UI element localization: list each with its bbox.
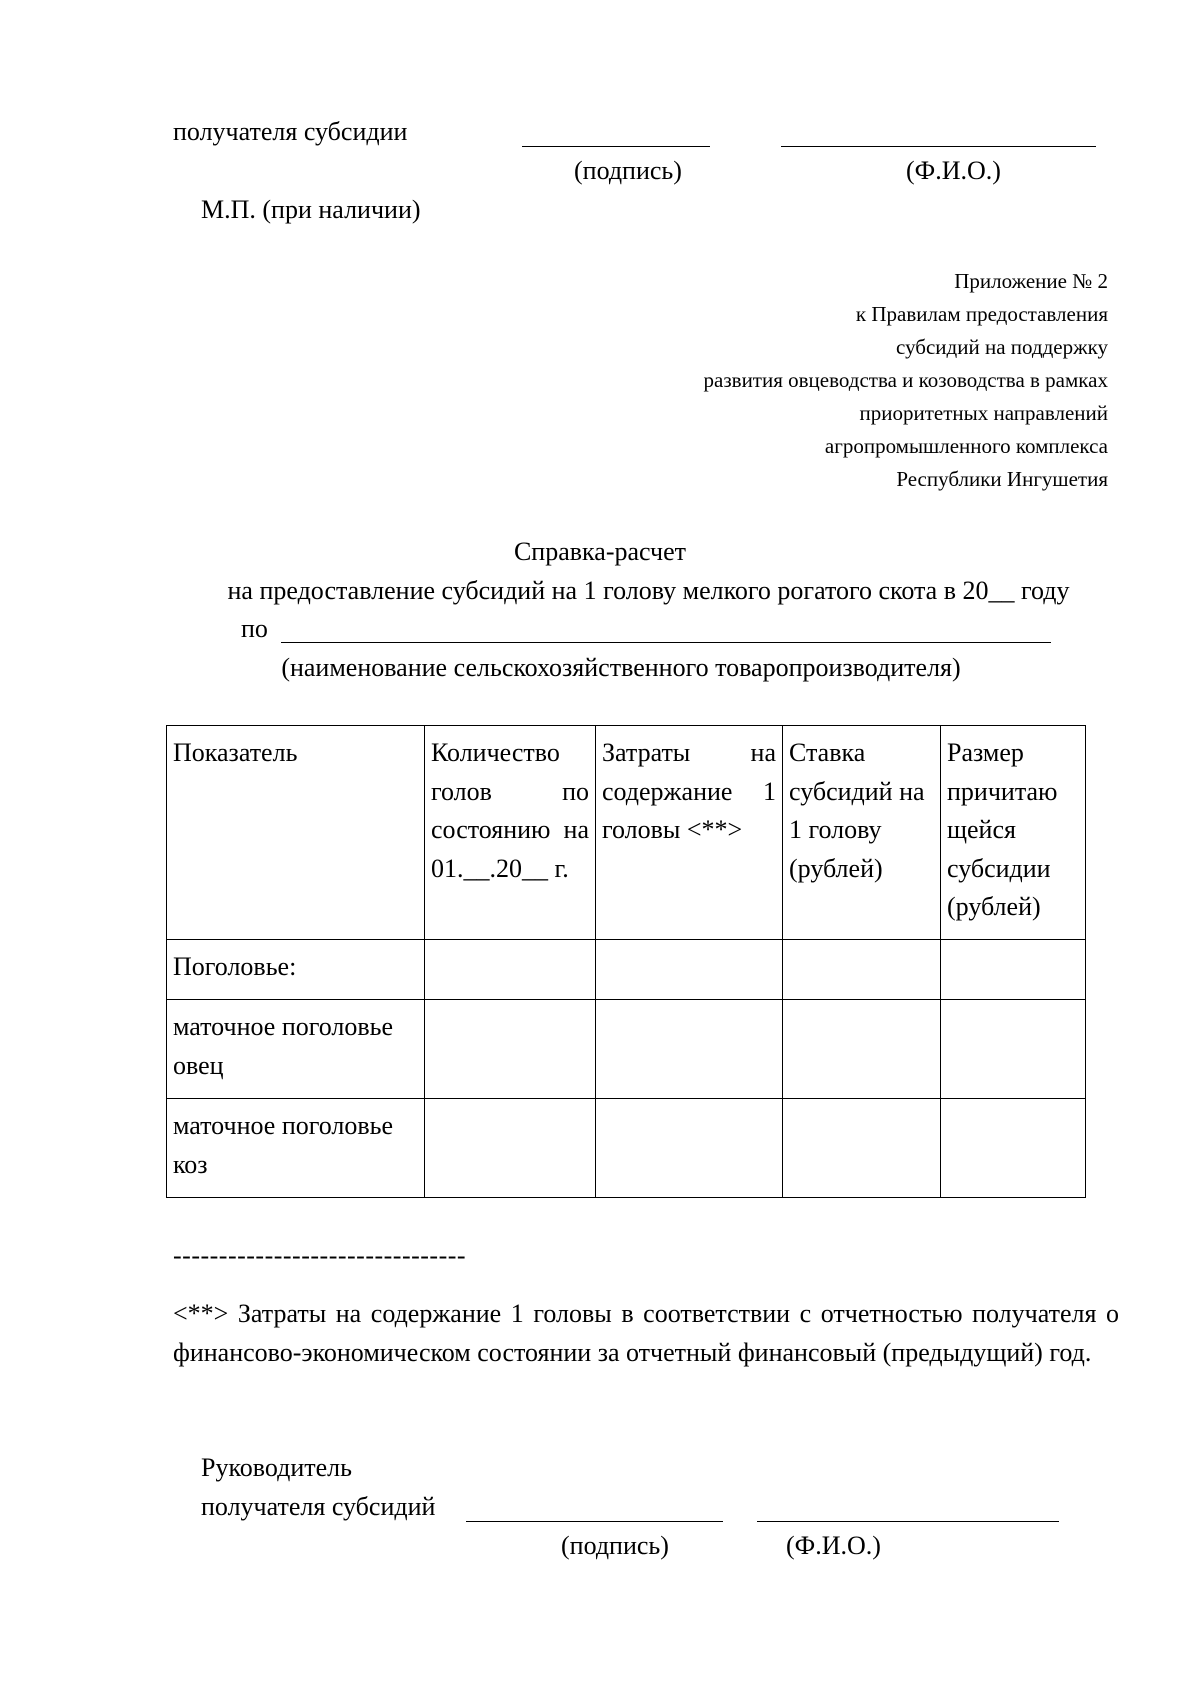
head-label: Руководитель	[201, 1453, 352, 1482]
table-cell: маточное поголовье овец	[167, 1000, 425, 1099]
appendix-block	[704, 265, 1108, 496]
table-header-row	[167, 726, 1086, 940]
appendix-line: приоритетных направлений	[859, 401, 1108, 425]
top-signature-line	[522, 146, 710, 147]
appendix-line: развития овцеводства и козоводства в рамках	[703, 368, 1108, 392]
appendix-line: к Правилам предоставления	[855, 302, 1108, 326]
table-header-cell: Затраты на содержание 1 головы <**>	[596, 726, 783, 940]
producer-name-line	[281, 642, 1051, 643]
table-header-cell: Размер причитаю щейся субсидии (рублей)	[941, 726, 1086, 940]
table-header-cell: Показатель	[167, 726, 425, 940]
bottom-signature-caption: (подпись)	[561, 1531, 669, 1560]
table-cell	[783, 1099, 941, 1198]
table-cell	[425, 1000, 596, 1099]
bottom-recipient-label: получателя субсидий	[201, 1492, 436, 1521]
top-signature-caption: (подпись)	[574, 156, 682, 185]
table-row	[167, 1000, 1086, 1099]
producer-caption: (наименование сельскохозяйственного товаропроизводителя)	[281, 653, 961, 682]
table-cell: маточное поголовье коз	[167, 1099, 425, 1198]
calculation-table	[166, 725, 1086, 1198]
bottom-signature-line	[466, 1521, 723, 1522]
document-title: Справка-расчет	[513, 537, 687, 566]
bottom-name-caption: (Ф.И.О.)	[786, 1531, 881, 1560]
table-cell	[941, 1099, 1086, 1198]
table-row	[167, 1099, 1086, 1198]
by-label: по	[241, 614, 268, 643]
table-cell	[941, 940, 1086, 1000]
table-cell	[783, 940, 941, 1000]
table-header-cell: Ставка субсидий на 1 голову (рублей)	[783, 726, 941, 940]
top-recipient-label: получателя субсидии	[173, 117, 408, 146]
table-row	[167, 940, 1086, 1000]
bottom-name-line	[757, 1521, 1059, 1522]
table-cell: Поголовье:	[167, 940, 425, 1000]
table-cell	[596, 1000, 783, 1099]
footnote-separator: --------------------------------	[173, 1241, 467, 1270]
table-header-cell: Количество голов по состоянию на 01.__.20__ г.	[425, 726, 596, 940]
table-cell	[596, 940, 783, 1000]
table-cell	[941, 1000, 1086, 1099]
table-cell	[783, 1000, 941, 1099]
table-cell	[425, 940, 596, 1000]
top-name-caption: (Ф.И.О.)	[906, 156, 1001, 185]
appendix-line: Приложение № 2	[954, 269, 1108, 293]
appendix-line: субсидий на поддержку	[896, 335, 1108, 359]
document-subtitle: на предоставление субсидий на 1 голову мелкого рогатого скота в 20__ году	[227, 576, 1070, 605]
stamp-label: М.П. (при наличии)	[201, 195, 421, 224]
table-cell	[425, 1099, 596, 1198]
appendix-line: Республики Ингушетия	[896, 467, 1108, 491]
appendix-line: агропромышленного комплекса	[824, 434, 1108, 458]
table-cell	[596, 1099, 783, 1198]
footnote-text: <**> Затраты на содержание 1 головы в соответствии с отчетностью получателя о финансово-экономическом состоянии за отчетный финансовый (предыдущий) год.	[173, 1299, 1119, 1367]
top-name-line	[781, 146, 1096, 147]
